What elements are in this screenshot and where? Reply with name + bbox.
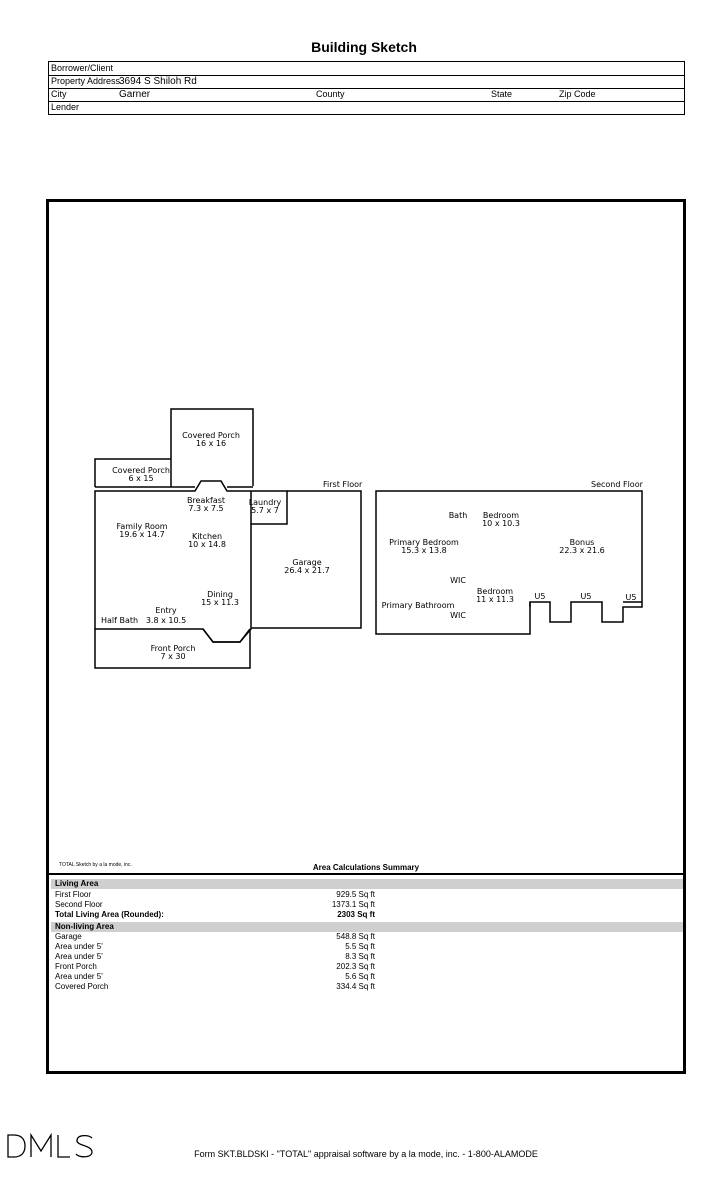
room-breakfast-dims: 7.3 x 7.5 [188,504,224,513]
room-garage-name: Garage [292,558,322,567]
nonliving-under5-3-label: Area under 5' [55,972,103,981]
nonliving-under5-2-label: Area under 5' [55,952,103,961]
room-kitchen-name: Kitchen [191,532,223,541]
total-living-label: Total Living Area (Rounded): [55,910,164,919]
city-label: City [51,89,67,99]
room-bonus-dims: 22.3 x 21.6 [559,546,605,555]
room-bedroom-2-name: Bedroom [476,587,514,596]
lender-label: Lender [51,102,80,112]
nonliving-front-porch-label: Front Porch [55,962,97,971]
room-bath-name: Bath [448,511,468,520]
living-second-floor-label: Second Floor [55,900,103,909]
living-first-floor-value: 929.5 Sq ft [336,890,375,899]
summary-row [55,890,675,900]
summary-divider [49,873,683,875]
room-bedroom-1-dims: 10 x 10.3 [482,519,520,528]
u5-label-3: U5 [625,593,637,602]
header-row-city [49,88,684,102]
room-bedroom-2-dims: 11 x 11.3 [476,595,514,604]
second-floor-title: Second Floor [591,480,643,489]
room-breakfast-name: Breakfast [186,496,226,505]
room-dining-dims: 15 x 11.3 [201,598,239,607]
nonliving-under5-1-label: Area under 5' [55,942,103,951]
room-covered-porch-1-dims: 16 x 16 [195,439,227,448]
summary-row [55,910,675,920]
room-family-room-dims: 19.6 x 14.7 [119,530,165,539]
room-kitchen-dims: 10 x 14.8 [188,540,226,549]
summary-row [55,972,675,982]
summary-title: Area Calculations Summary [312,863,420,872]
form-footer: Form SKT.BLDSKI - "TOTAL" appraisal software by a la mode, inc. - 1-800-ALAMODE [194,1149,538,1159]
nonliving-covered-porch-label: Covered Porch [55,982,109,991]
nonliving-garage-label: Garage [55,932,82,941]
room-entry-dims: 3.8 x 10.5 [145,616,187,625]
room-entry-name: Entry [155,606,177,615]
u5-label-2: U5 [580,592,592,601]
nonliving-under5-3-value: 5.6 Sq ft [345,972,375,981]
state-label: State [491,89,513,99]
sketch-credit: TOTAL Sketch by a la mode, inc. [59,862,132,868]
room-wic-2-name: WIC [450,611,466,620]
living-area-header: Living Area [51,879,683,889]
living-first-floor-label: First Floor [55,890,91,899]
room-primary-bathroom-name: Primary Bathroom [381,601,455,610]
summary-row [55,932,675,942]
summary-row [55,900,675,910]
header-row-address [49,75,684,89]
room-front-porch-name: Front Porch [150,644,196,653]
header-info-box [48,61,685,115]
summary-row [55,982,675,992]
page-title: Building Sketch [311,39,417,55]
room-front-porch-dims: 7 x 30 [160,652,186,661]
summary-row [55,942,675,952]
summary-row [55,962,675,972]
room-garage-dims: 26.4 x 21.7 [284,566,330,575]
city-value: Garner [119,89,151,100]
borrower-label: Borrower/Client [51,63,114,73]
room-half-bath-name: Half Bath [101,616,139,625]
total-living-value: 2303 Sq ft [337,910,375,919]
zip-label: Zip Code [559,89,596,99]
room-covered-porch-1-name: Covered Porch [182,431,240,440]
room-family-room-name: Family Room [116,522,168,531]
nonliving-covered-porch-value: 334.4 Sq ft [336,982,375,991]
room-covered-porch-2-dims: 6 x 15 [128,474,154,483]
living-second-floor-value: 1373.1 Sq ft [331,900,375,909]
nonliving-under5-1-value: 5.5 Sq ft [345,942,375,951]
nonliving-garage-value: 548.8 Sq ft [336,932,375,941]
summary-row [55,952,675,962]
address-value: 3694 S Shiloh Rd [119,76,197,87]
sketch-frame [46,199,686,1074]
room-dining-name: Dining [207,590,233,599]
room-bonus-name: Bonus [569,538,595,547]
first-floor-title: First Floor [323,480,363,489]
room-bedroom-1-name: Bedroom [482,511,520,520]
header-row-lender [49,101,684,114]
header-row-borrower [49,62,684,76]
nonliving-under5-2-value: 8.3 Sq ft [345,952,375,961]
u5-label-1: U5 [534,592,546,601]
room-primary-bedroom-name: Primary Bedroom [389,538,459,547]
room-laundry-name: Laundry [248,498,282,507]
nonliving-front-porch-value: 202.3 Sq ft [336,962,375,971]
room-wic-1-name: WIC [450,576,466,585]
address-label: Property Address [51,76,121,86]
room-primary-bedroom-dims: 15.3 x 13.8 [401,546,447,555]
non-living-area-header: Non-living Area [51,922,683,932]
county-label: County [316,89,345,99]
room-laundry-dims: 5.7 x 7 [251,506,279,515]
room-covered-porch-2-name: Covered Porch [112,466,170,475]
